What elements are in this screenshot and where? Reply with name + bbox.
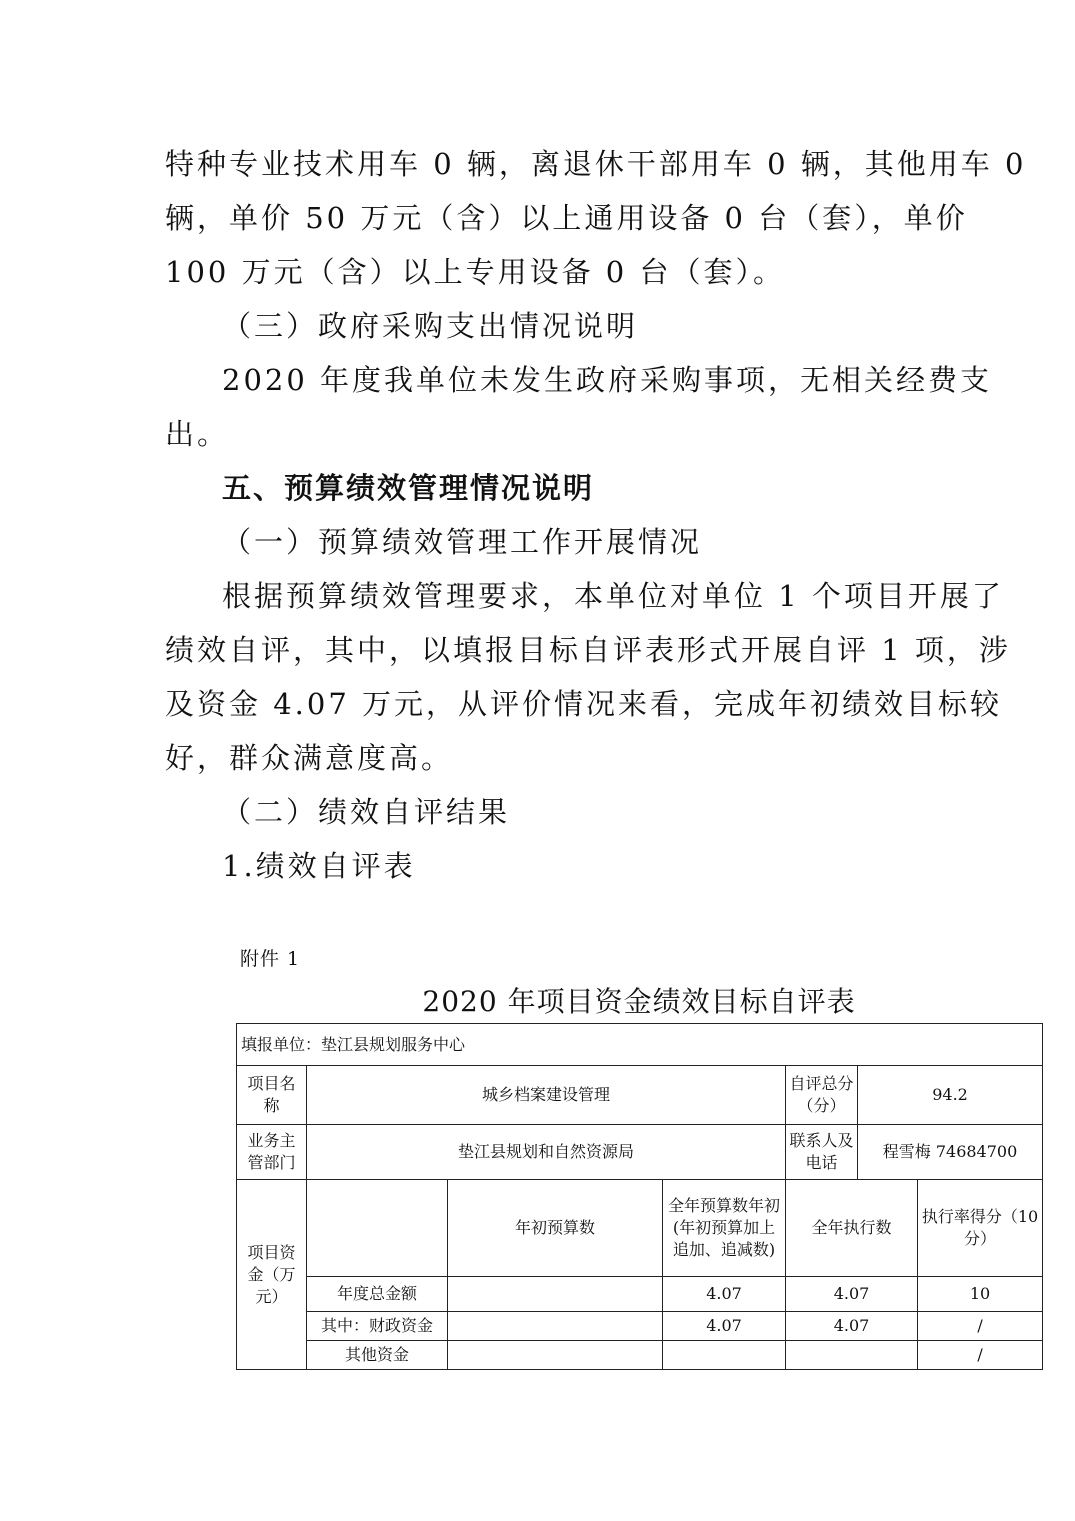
row-score: 10 xyxy=(918,1277,1043,1312)
row-label: 其中：财政资金 xyxy=(307,1312,448,1341)
fund-label: 项目资金（万元） xyxy=(237,1180,307,1370)
table-row xyxy=(237,1312,1043,1341)
project-name: 城乡档案建设管理 xyxy=(307,1066,786,1125)
paragraph-line: 及资金 4.07 万元，从评价情况来看，完成年初绩效目标较 xyxy=(165,687,1003,721)
paragraph-line: 根据预算绩效管理要求，本单位对单位 1 个项目开展了 xyxy=(222,579,1004,613)
paragraph-line: 特种专业技术用车 0 辆，离退休干部用车 0 辆，其他用车 0 xyxy=(165,147,1027,181)
row-exec: 4.07 xyxy=(786,1277,918,1312)
score-label: 自评总分（分） xyxy=(786,1066,858,1125)
row-label: 年度总金额 xyxy=(307,1277,448,1312)
self-evaluation-table xyxy=(236,1023,1043,1370)
row-initial xyxy=(448,1341,663,1370)
row-exec: 4.07 xyxy=(786,1312,918,1341)
attachment-label: 附件 1 xyxy=(240,948,301,970)
dept-value: 垫江县规划和自然资源局 xyxy=(307,1125,786,1180)
header-initial-budget: 年初预算数 xyxy=(448,1180,663,1277)
header-exec-rate-score: 执行率得分（10 分） xyxy=(918,1180,1043,1277)
paragraph-line: 2020 年度我单位未发生政府采购事项，无相关经费支 xyxy=(222,363,993,397)
dept-label: 业务主管部门 xyxy=(237,1125,307,1180)
row-exec xyxy=(786,1341,918,1370)
table-title: 2020 年项目资金绩效目标自评表 xyxy=(422,985,856,1018)
header-full-year-budget: 全年预算数年初(年初预算加上追加、追减数) xyxy=(663,1180,786,1277)
header-blank xyxy=(307,1180,448,1277)
row-initial xyxy=(448,1312,663,1341)
body-text xyxy=(165,137,1027,893)
score-value: 94.2 xyxy=(858,1066,1043,1125)
section-heading: （二）绩效自评结果 xyxy=(222,795,511,829)
section-heading: （三）政府采购支出情况说明 xyxy=(222,309,639,343)
contact-label: 联系人及电话 xyxy=(786,1125,858,1180)
paragraph-line: 辆，单价 50 万元（含）以上通用设备 0 台（套），单价 xyxy=(165,201,968,235)
section-heading: （一）预算绩效管理工作开展情况 xyxy=(222,525,703,559)
table-row xyxy=(237,1277,1043,1312)
row-full-budget: 4.07 xyxy=(663,1312,786,1341)
list-item: 1.绩效自评表 xyxy=(222,849,416,883)
chapter-heading: 五、预算绩效管理情况说明 xyxy=(222,471,595,505)
reporting-unit: 填报单位：垫江县规划服务中心 xyxy=(237,1024,1043,1066)
row-score: / xyxy=(918,1312,1043,1341)
paragraph-line: 好，群众满意度高。 xyxy=(165,741,454,775)
project-name-label: 项目名称 xyxy=(237,1066,307,1125)
paragraph-line: 100 万元（含）以上专用设备 0 台（套）。 xyxy=(165,255,785,289)
paragraph-line: 出。 xyxy=(165,417,230,451)
table-row xyxy=(237,1341,1043,1370)
row-full-budget: 4.07 xyxy=(663,1277,786,1312)
header-full-year-exec: 全年执行数 xyxy=(786,1180,918,1277)
row-initial xyxy=(448,1277,663,1312)
contact-value: 程雪梅 74684700 xyxy=(858,1125,1043,1180)
row-full-budget xyxy=(663,1341,786,1370)
row-score: / xyxy=(918,1341,1043,1370)
paragraph-line: 绩效自评，其中，以填报目标自评表形式开展自评 1 项，涉 xyxy=(165,633,1011,667)
row-label: 其他资金 xyxy=(307,1341,448,1370)
